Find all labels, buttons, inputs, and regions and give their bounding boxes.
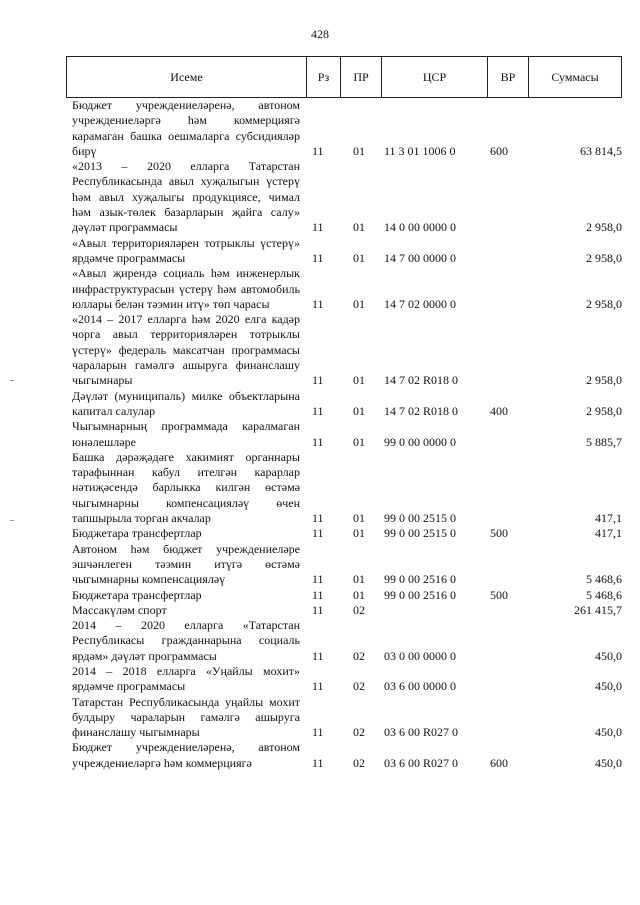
row-rz: 11 <box>312 143 324 158</box>
row-sum: 417,1 <box>595 526 622 541</box>
row-vr: 400 <box>490 403 508 418</box>
table-row <box>66 740 622 771</box>
row-sum: 450,0 <box>595 755 622 770</box>
table-row <box>66 159 622 235</box>
row-pr: 02 <box>353 679 365 694</box>
row-csr: 03 6 00 0000 0 <box>384 679 456 694</box>
table-row <box>66 695 622 741</box>
row-csr: 99 0 00 2516 0 <box>384 572 456 587</box>
row-name: Бюджетара трансфертлар <box>72 587 202 602</box>
row-rz: 11 <box>312 403 324 418</box>
table-row <box>66 542 622 588</box>
row-name: 2014 – 2020 елларга «Татарстан Республикасы гражданнарына социаль ярдәм» дәүләт программасы <box>72 618 300 663</box>
row-sum: 63 814,5 <box>580 143 622 158</box>
table-row <box>66 588 622 603</box>
row-vr: 500 <box>490 526 508 541</box>
table-row <box>66 266 622 312</box>
row-name: «Авыл территорияләрен тотрыклы үстерү» ярдәмче программасы <box>72 235 300 265</box>
row-sum: 5 468,6 <box>586 587 622 602</box>
row-sum: 450,0 <box>595 648 622 663</box>
scan-mark <box>10 380 14 381</box>
header-vr: ВР <box>488 57 529 97</box>
row-csr: 03 6 00 R027 0 <box>384 755 459 770</box>
row-pr: 01 <box>353 572 365 587</box>
row-csr: 03 0 00 0000 0 <box>384 648 456 663</box>
page-number: 428 <box>311 27 329 41</box>
row-sum: 2 958,0 <box>586 296 622 311</box>
row-sum: 2 958,0 <box>586 220 622 235</box>
row-rz: 11 <box>312 296 324 311</box>
row-name: Бюджет учреждениеләренә, автоном учреждениеләргә һәм коммерциягә <box>72 740 300 770</box>
row-pr: 01 <box>353 511 365 526</box>
row-vr: 600 <box>490 143 508 158</box>
row-name: Татарстан Республикасында уңайлы мохит булдыру чараларын гамәлгә ашыруга финанслашу чыгымнары <box>72 694 300 740</box>
row-rz: 11 <box>312 679 324 694</box>
row-rz: 11 <box>312 434 324 449</box>
header-sum: Суммасы <box>551 69 599 84</box>
table-row <box>66 419 622 450</box>
table-row <box>66 603 622 618</box>
row-csr: 14 7 02 R018 0 <box>384 403 459 418</box>
row-name: 2014 – 2018 елларга «Уңайлы мохит» ярдәмче программасы <box>72 663 300 694</box>
row-pr: 01 <box>353 143 365 158</box>
row-sum: 417,1 <box>595 511 622 526</box>
row-csr: 14 7 02 R018 0 <box>384 373 459 388</box>
row-rz: 11 <box>312 755 324 770</box>
row-csr: 11 3 01 1006 0 <box>384 143 456 158</box>
row-pr: 01 <box>353 587 365 602</box>
table-row <box>66 664 622 695</box>
row-sum: 2 958,0 <box>586 373 622 388</box>
row-rz: 11 <box>312 250 324 265</box>
row-rz: 11 <box>312 220 324 235</box>
row-sum: 2 958,0 <box>586 403 622 418</box>
row-name: Дәүләт (муниципаль) милке объектларына капитал салулар <box>72 388 300 418</box>
table-row <box>66 236 622 267</box>
row-pr: 01 <box>353 526 365 541</box>
row-rz: 11 <box>312 526 324 541</box>
row-name: Бюджет учреждениеләренә, автоном учреждениеләргә һәм коммерциягә карамаган башка оешмаларга субсидияләр бирү <box>72 98 300 158</box>
row-csr: 99 0 00 2515 0 <box>384 526 456 541</box>
row-name: Массакүләм спорт <box>72 602 167 617</box>
row-csr: 14 7 02 0000 0 <box>384 296 456 311</box>
row-sum: 5 885,7 <box>586 434 622 449</box>
row-sum: 2 958,0 <box>586 250 622 265</box>
row-sum: 261 415,7 <box>574 602 622 617</box>
scan-mark <box>10 520 14 521</box>
row-csr: 03 6 00 R027 0 <box>384 725 459 740</box>
row-rz: 11 <box>312 511 324 526</box>
row-csr: 99 0 00 0000 0 <box>384 434 456 449</box>
table-row <box>66 526 622 541</box>
row-pr: 01 <box>353 403 365 418</box>
row-pr: 02 <box>353 755 365 770</box>
row-csr: 14 7 00 0000 0 <box>384 250 456 265</box>
row-rz: 11 <box>312 587 324 602</box>
table-body <box>66 98 622 771</box>
table-row <box>66 618 622 664</box>
row-sum: 450,0 <box>595 679 622 694</box>
row-rz: 11 <box>312 725 324 740</box>
row-rz: 11 <box>312 602 324 617</box>
row-csr: 99 0 00 2516 0 <box>384 587 456 602</box>
row-sum: 5 468,6 <box>586 572 622 587</box>
row-pr: 01 <box>353 250 365 265</box>
row-csr: 99 0 00 2515 0 <box>384 511 456 526</box>
table-row <box>66 312 622 388</box>
table-row <box>66 450 622 526</box>
row-name: Бюджетара трансфертлар <box>72 526 202 541</box>
row-name: Башка дәрәҗәдәге хакимият органнары тарафыннан кабул ителгән карарлар нәтиҗәсендә барлыкка килгән өстәмә чыгымнарны компенсацияләү өчен тапшырыла торган акчалар <box>72 449 300 526</box>
header-csr: ЦСР <box>382 57 488 97</box>
row-pr: 01 <box>353 434 365 449</box>
row-vr: 600 <box>490 755 508 770</box>
table-row <box>66 389 622 420</box>
row-pr: 02 <box>353 725 365 740</box>
table-row <box>66 98 622 159</box>
row-name: Автоном һәм бюджет учреждениеләре эшчәнлеген тәэмин итүгә өстәмә чыгымнарны компенсацияләү <box>72 541 300 587</box>
row-pr: 01 <box>353 296 365 311</box>
row-rz: 11 <box>312 373 324 388</box>
row-vr: 500 <box>490 587 508 602</box>
row-pr: 01 <box>353 220 365 235</box>
row-name: «Авыл җирендә социаль һәм инженерлык инфраструктурасын үстерү һәм автомобиль юллары белән тәэмин итү» төп чарасы <box>72 266 300 311</box>
header-rz: Рз <box>307 57 341 97</box>
row-sum: 450,0 <box>595 725 622 740</box>
row-name: «2013 – 2020 елларга Татарстан Республикасында авыл хуҗалыгын үстерү һәм авыл хуҗалыгы продукциясе, чимал һәм азык-төлек базарларын җайга салу» дәүләт программасы <box>72 159 300 235</box>
row-rz: 11 <box>312 572 324 587</box>
row-csr: 14 0 00 0000 0 <box>384 220 456 235</box>
row-pr: 02 <box>353 648 365 663</box>
row-pr: 02 <box>353 602 365 617</box>
row-rz: 11 <box>312 648 324 663</box>
header-name: Исеме <box>67 57 307 97</box>
row-name: Чыгымнарның программада каралмаган юнәлешләре <box>72 419 300 449</box>
row-name: «2014 – 2017 елларга һәм 2020 елга кадәр чорга авыл территорияләрен тотрыклы үстерү» федераль максатчан программасы чараларын гамәлгә ашыруга финанслашу чыгымнары <box>72 312 300 388</box>
header-pr: ПР <box>341 57 382 97</box>
table-header <box>66 56 622 98</box>
row-pr: 01 <box>353 373 365 388</box>
